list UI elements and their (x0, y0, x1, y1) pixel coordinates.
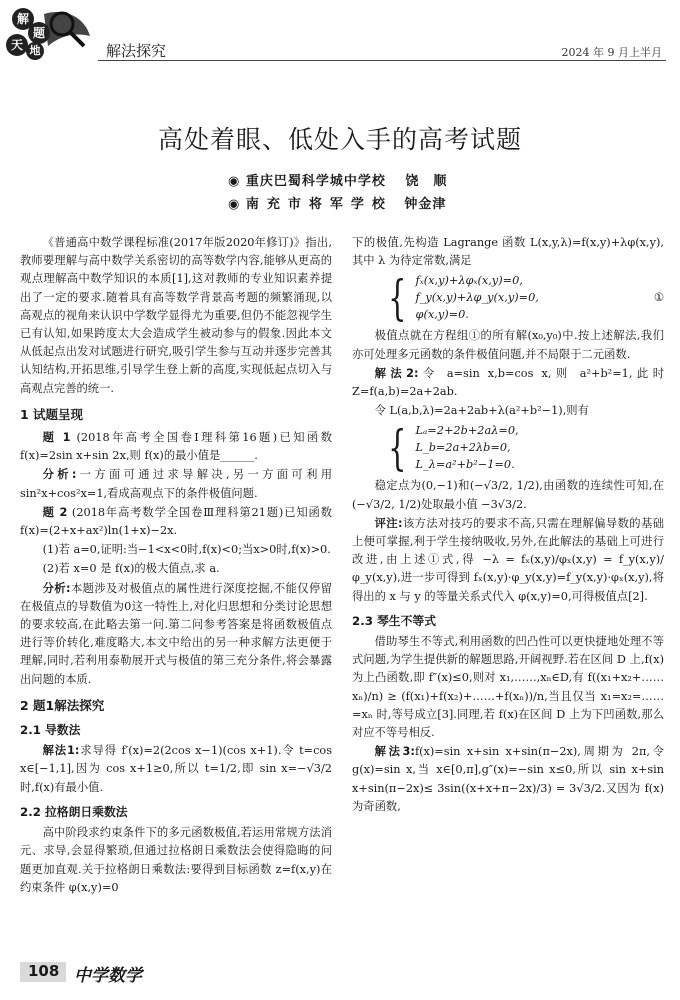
intro-paragraph: 《普通高中数学课程标准(2017年版2020年修订)》指出,教师要理解与高中数学关系密切的高等数学内容,能够从更高的观点理解高中数学知识的本质[1],这对教师的专业知识素养提出了一定的要求.随着具有高等数学背景高考题的频繁涌现,以高观点的视角来认识中学数学显得尤为重要,但仍不能忽视学生已有认知,如果跨度太大会造成学生被动参与的假象.因此本文从低起点出发对试题进行研究,吸引学生参与互动并逐步完善其认知结构,开拓思维,引导学生登上新的高度,实现低起点切入与高观点完善的统一. (20, 236, 332, 395)
lagrange-setup: 令 L(a,b,λ)=2a+2ab+λ(a²+b²−1),则有 (374, 404, 589, 418)
header-rule (98, 60, 666, 61)
lagrange-continued: 下的极值,先构造 Lagrange 函数 L(x,y,λ)=f(x,y)+λφ(x,y),其中 λ 为待定常数,满足 (352, 236, 664, 268)
comment-text: 该方法对技巧的要求不高,只需在理解偏导数的基础上便可掌握,利于学生接纳吸收,另外,在此解法的基础上可进行改进,由上述①式,得 −λ = fₓ(x,y)/φₓ(x,y) = f_y(x,y)/φ_y(x,y),进一步可得到 fₓ(x,y)·φ_y(x,y)=f_y(x,y)·φₓ(x,y),将得出的 x 与 y 的等量关系式代入 φ(x,y)=0,可得极值点[2]. (352, 516, 664, 603)
equation-line: f_y(x,y)+λφ_y(x,y)=0, (415, 291, 539, 305)
equation-line: Lₐ=2+2b+2aλ=0, (415, 424, 519, 438)
left-column (20, 234, 332, 898)
method-3 (352, 743, 664, 816)
author-school: 重庆巴蜀科学城中学校 (245, 174, 386, 189)
section-heading-1: 1 试题呈现 (20, 406, 84, 422)
author-school: 南充市将军学校 (245, 197, 393, 212)
equation-number: ① (653, 290, 664, 304)
equation-system-1 (382, 269, 664, 326)
problem-2-label: 题 2 (42, 505, 68, 519)
analysis-1 (20, 466, 332, 502)
bullet-icon: ◉ (228, 197, 241, 212)
author-line-1 (228, 170, 447, 189)
subsection-heading-2-3: 2.3 琴生不等式 (352, 613, 436, 628)
column-logo (4, 6, 96, 58)
brace-icon: { (388, 419, 407, 476)
comment (352, 515, 664, 606)
method-2-label: 解法2: (374, 366, 419, 380)
method-1-text: 求导得 f′(x)=2(2cos x−1)(cos x+1).令 t=cos x∈[−1,1],因为 cos x+1≥0,所以 t=1/2,即 sin x=−√3/2 时,f(x)有最小值. (20, 744, 333, 794)
right-column (352, 234, 664, 817)
author-line-2 (228, 193, 446, 212)
brace-icon: { (388, 269, 407, 326)
method-2-text: 令 a=sin x,b=cos x,则 a²+b²=1,此时 Z=f(a,b)=2a+2ab. (352, 366, 665, 399)
analysis-2-text: 本题涉及对极值点的属性进行深度挖掘,不能仅停留在极值点的导数值为0这一特性上,对化归思想和分类讨论思想的要求较高,在此略去第一问.第二问参考答案是将函数极值点进行等价转化,难度略大,本文中给出的另一种求解方法更便于理解,同时,若利用泰勒展开式与极值的第三充分条件,将会暴露出问题的本质. (20, 581, 332, 686)
logo-char-3: 天 (6, 34, 28, 56)
page-header (0, 0, 680, 62)
method-2 (352, 365, 664, 401)
subsection-heading-2-1: 2.1 导数法 (20, 723, 81, 738)
article-title: 高处着眼、低处入手的高考试题 (157, 125, 522, 154)
page-footer (0, 958, 680, 988)
equation-line: L_b=2a+2λb=0, (415, 441, 511, 455)
problem-1 (20, 429, 332, 465)
section-name: 解法探究 (106, 42, 167, 60)
problem-2-part-1: (1)若 a=0,证明:当−1<x<0时,f(x)<0;当x>0时,f(x)>0. (42, 543, 331, 557)
equation-line: fₓ(x,y)+λφₓ(x,y)=0, (415, 274, 523, 288)
journal-logo: 中学数学 (74, 966, 142, 986)
logo-char-4: 地 (26, 42, 44, 60)
page-number: 108 (28, 962, 60, 980)
issue-date: 2024 年 9 月上半月 (561, 46, 662, 59)
extremum-paragraph: 极值点就在方程组①的所有解(x₀,y₀)中.按上述解法,我们亦可处理多元函数的条件极值问题,并不局限于二元函数. (352, 329, 664, 361)
problem-1-text: (2018年高考全国卷Ⅰ理科第16题)已知函数 f(x)=2sin x+sin 2x,则 f(x)的最小值是______. (20, 431, 332, 463)
logo-char-1: 解 (12, 8, 34, 30)
author-name: 饶 顺 (405, 174, 448, 189)
analysis-2 (20, 580, 332, 689)
method-3-label: 解法3: (374, 745, 415, 759)
equation-system-2 (382, 419, 664, 476)
logo-char-2: 题 (28, 22, 50, 44)
method-1-label: 解法1: (42, 744, 80, 758)
bullet-icon: ◉ (228, 174, 241, 189)
subsection-heading-2-2: 2.2 拉格朗日乘数法 (20, 804, 128, 819)
problem-2-text: (2018年高考数学全国卷Ⅲ理科第21题)已知函数 f(x)=(2+x+ax²)ln(1+x)−2x. (20, 505, 333, 538)
comment-label: 评注: (374, 516, 403, 530)
equation-line: L_λ=a²+b²−1=0. (415, 458, 515, 472)
analysis-1-text: 一方面可通过求导解决,另一方面可利用 sin²x+cos²x=1,看成高观点下的条件极值问题. (20, 468, 332, 500)
stationary-points-paragraph: 稳定点为(0,−1)和(−√3/2, 1/2),由函数的连续性可知,在(−√3/2, 1/2)处取最小值 −3√3/2. (352, 479, 664, 511)
problem-1-label: 题 1 (42, 431, 71, 445)
jensen-paragraph: 借助琴生不等式,利用函数的凹凸性可以更快捷地处理不等式问题,为学生提供新的解题思路,开阔视野.若在区间 D 上,f(x)为上凸函数,即 f″(x)≤0,则对 x₁,……,xₙ∈D,有 f((x₁+x₂+……xₙ)/n) ≥ (f(x₁)+f(x₂)+……+f(xₙ))/n,当且仅当 x₁=x₂=……=xₙ 时,等号成立[3].同理,若 f(x)在区间 D 上为下凹函数,那么对应不等号相反. (352, 635, 664, 740)
equation-line: φ(x,y)=0. (415, 308, 469, 322)
method-1 (20, 742, 332, 797)
lagrange-paragraph: 高中阶段求约束条件下的多元函数极值,若运用常规方法消元、求导,会显得繁琐,但通过拉格朗日乘数法会使得隐晦的问题更加直观.关于拉格朗日乘数法:要得到目标函数 z=f(x,y)在约束条件 φ(x,y)=0 (20, 826, 332, 894)
author-name: 钟金津 (404, 197, 447, 212)
method-3-text: f(x)=sin x+sin x+sin(π−2x),周期为 2π,令 g(x)=sin x,当 x∈[0,π],g″(x)=−sin x≤0,所以 sin x+sin x+sin(π−2x)≤ 3sin((x+x+π−2x)/3) = 3√3/2.又因为 f(x)为奇函数, (352, 745, 664, 813)
analysis-2-label: 分析: (42, 581, 71, 595)
problem-2-part-2: (2)若 x=0 是 f(x)的极大值点,求 a. (42, 562, 220, 576)
analysis-1-label: 分析: (42, 468, 77, 482)
problem-2 (20, 504, 332, 540)
section-heading-2: 2 题1解法探究 (20, 697, 105, 713)
